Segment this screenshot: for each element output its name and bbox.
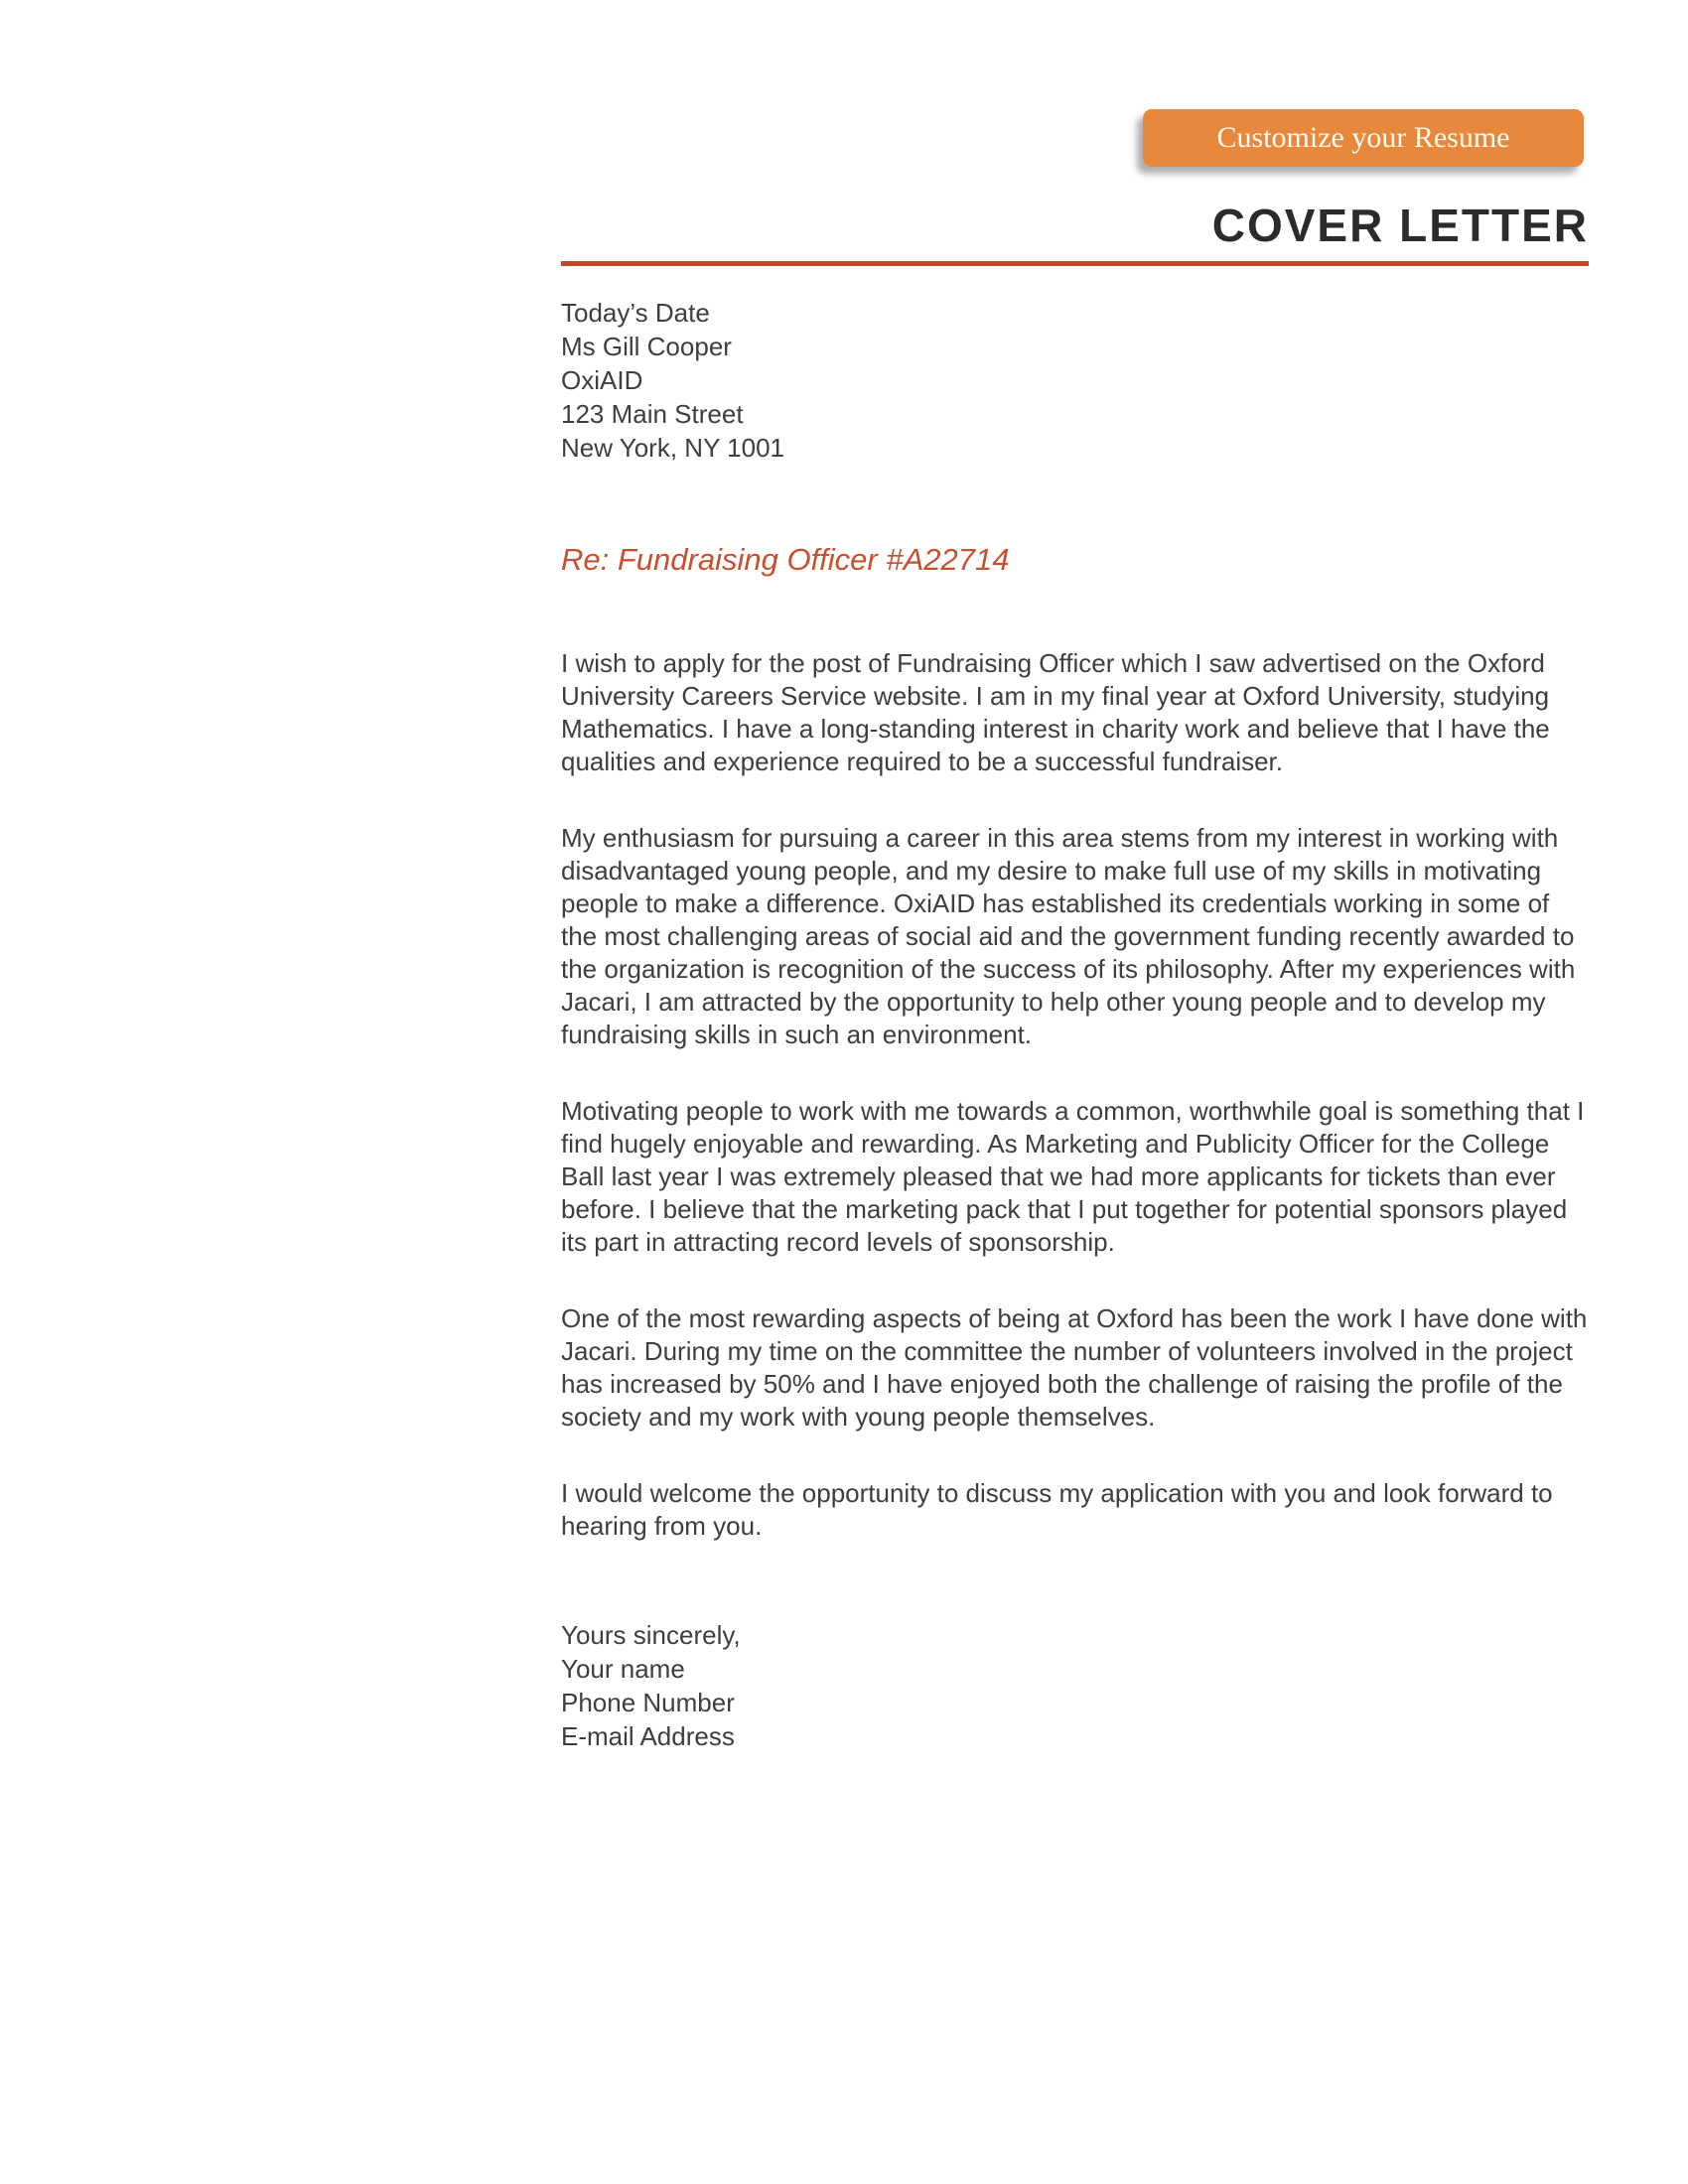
recipient-line-company: OxiAID	[561, 365, 643, 395]
letter-content	[561, 0, 1589, 1753]
closing-line-email: E-mail Address	[561, 1721, 735, 1751]
body-paragraph: One of the most rewarding aspects of being at Oxford has been the work I have done with Jacari. During my time on the committee the number of volunteers involved in the project has increased by 50% and I have enjoyed both the challenge of raising the profile of the society and my work with young people themselves.	[561, 1303, 1588, 1432]
page-title: COVER LETTER	[1211, 200, 1589, 251]
title-underline	[561, 261, 1589, 266]
body-paragraph: Motivating people to work with me towards a common, worthwhile goal is something that I find hugely enjoyable and rewarding. As Marketing and Publicity Officer for the College Ball last year I was extremely pleased that we had more applicants for tickets than ever before. I believe that the marketing pack that I put together for potential sponsors played its part in attracting record levels of sponsorship.	[561, 1096, 1585, 1257]
body-paragraph: I would welcome the opportunity to discuss my application with you and look forward to hearing from you.	[561, 1478, 1553, 1541]
closing-line-signoff: Yours sincerely,	[561, 1620, 741, 1650]
customize-resume-button[interactable]: Customize your Resume	[1143, 109, 1584, 167]
recipient-line-city: New York, NY 1001	[561, 433, 784, 463]
recipient-block	[561, 296, 1589, 465]
closing-line-name: Your name	[561, 1654, 685, 1684]
recipient-line-name: Ms Gill Cooper	[561, 332, 732, 361]
closing-block	[561, 1618, 1589, 1753]
subject-line: Re: Fundraising Officer #A22714	[561, 542, 1010, 577]
body-paragraph: I wish to apply for the post of Fundraising Officer which I saw advertised on the Oxford University Careers Service website. I am in my final year at Oxford University, studying Mathematics. I have a long-standing interest in charity work and believe that I have the qualities and experience required to be a successful fundraiser.	[561, 648, 1550, 776]
letter-body	[561, 647, 1589, 1543]
recipient-line-date: Today’s Date	[561, 298, 710, 328]
body-paragraph: My enthusiasm for pursuing a career in this area stems from my interest in working with disadvantaged young people, and my desire to make full use of my skills in motivating people to make a difference. OxiAID has established its credentials working in some of the most challenging areas of social aid and the government funding recently awarded to the organization is recognition of the success of its philosophy. After my experiences with Jacari, I am attracted by the opportunity to help other young people and to develop my fundraising skills in such an environment.	[561, 823, 1576, 1049]
closing-line-phone: Phone Number	[561, 1688, 735, 1717]
recipient-line-street: 123 Main Street	[561, 399, 744, 429]
